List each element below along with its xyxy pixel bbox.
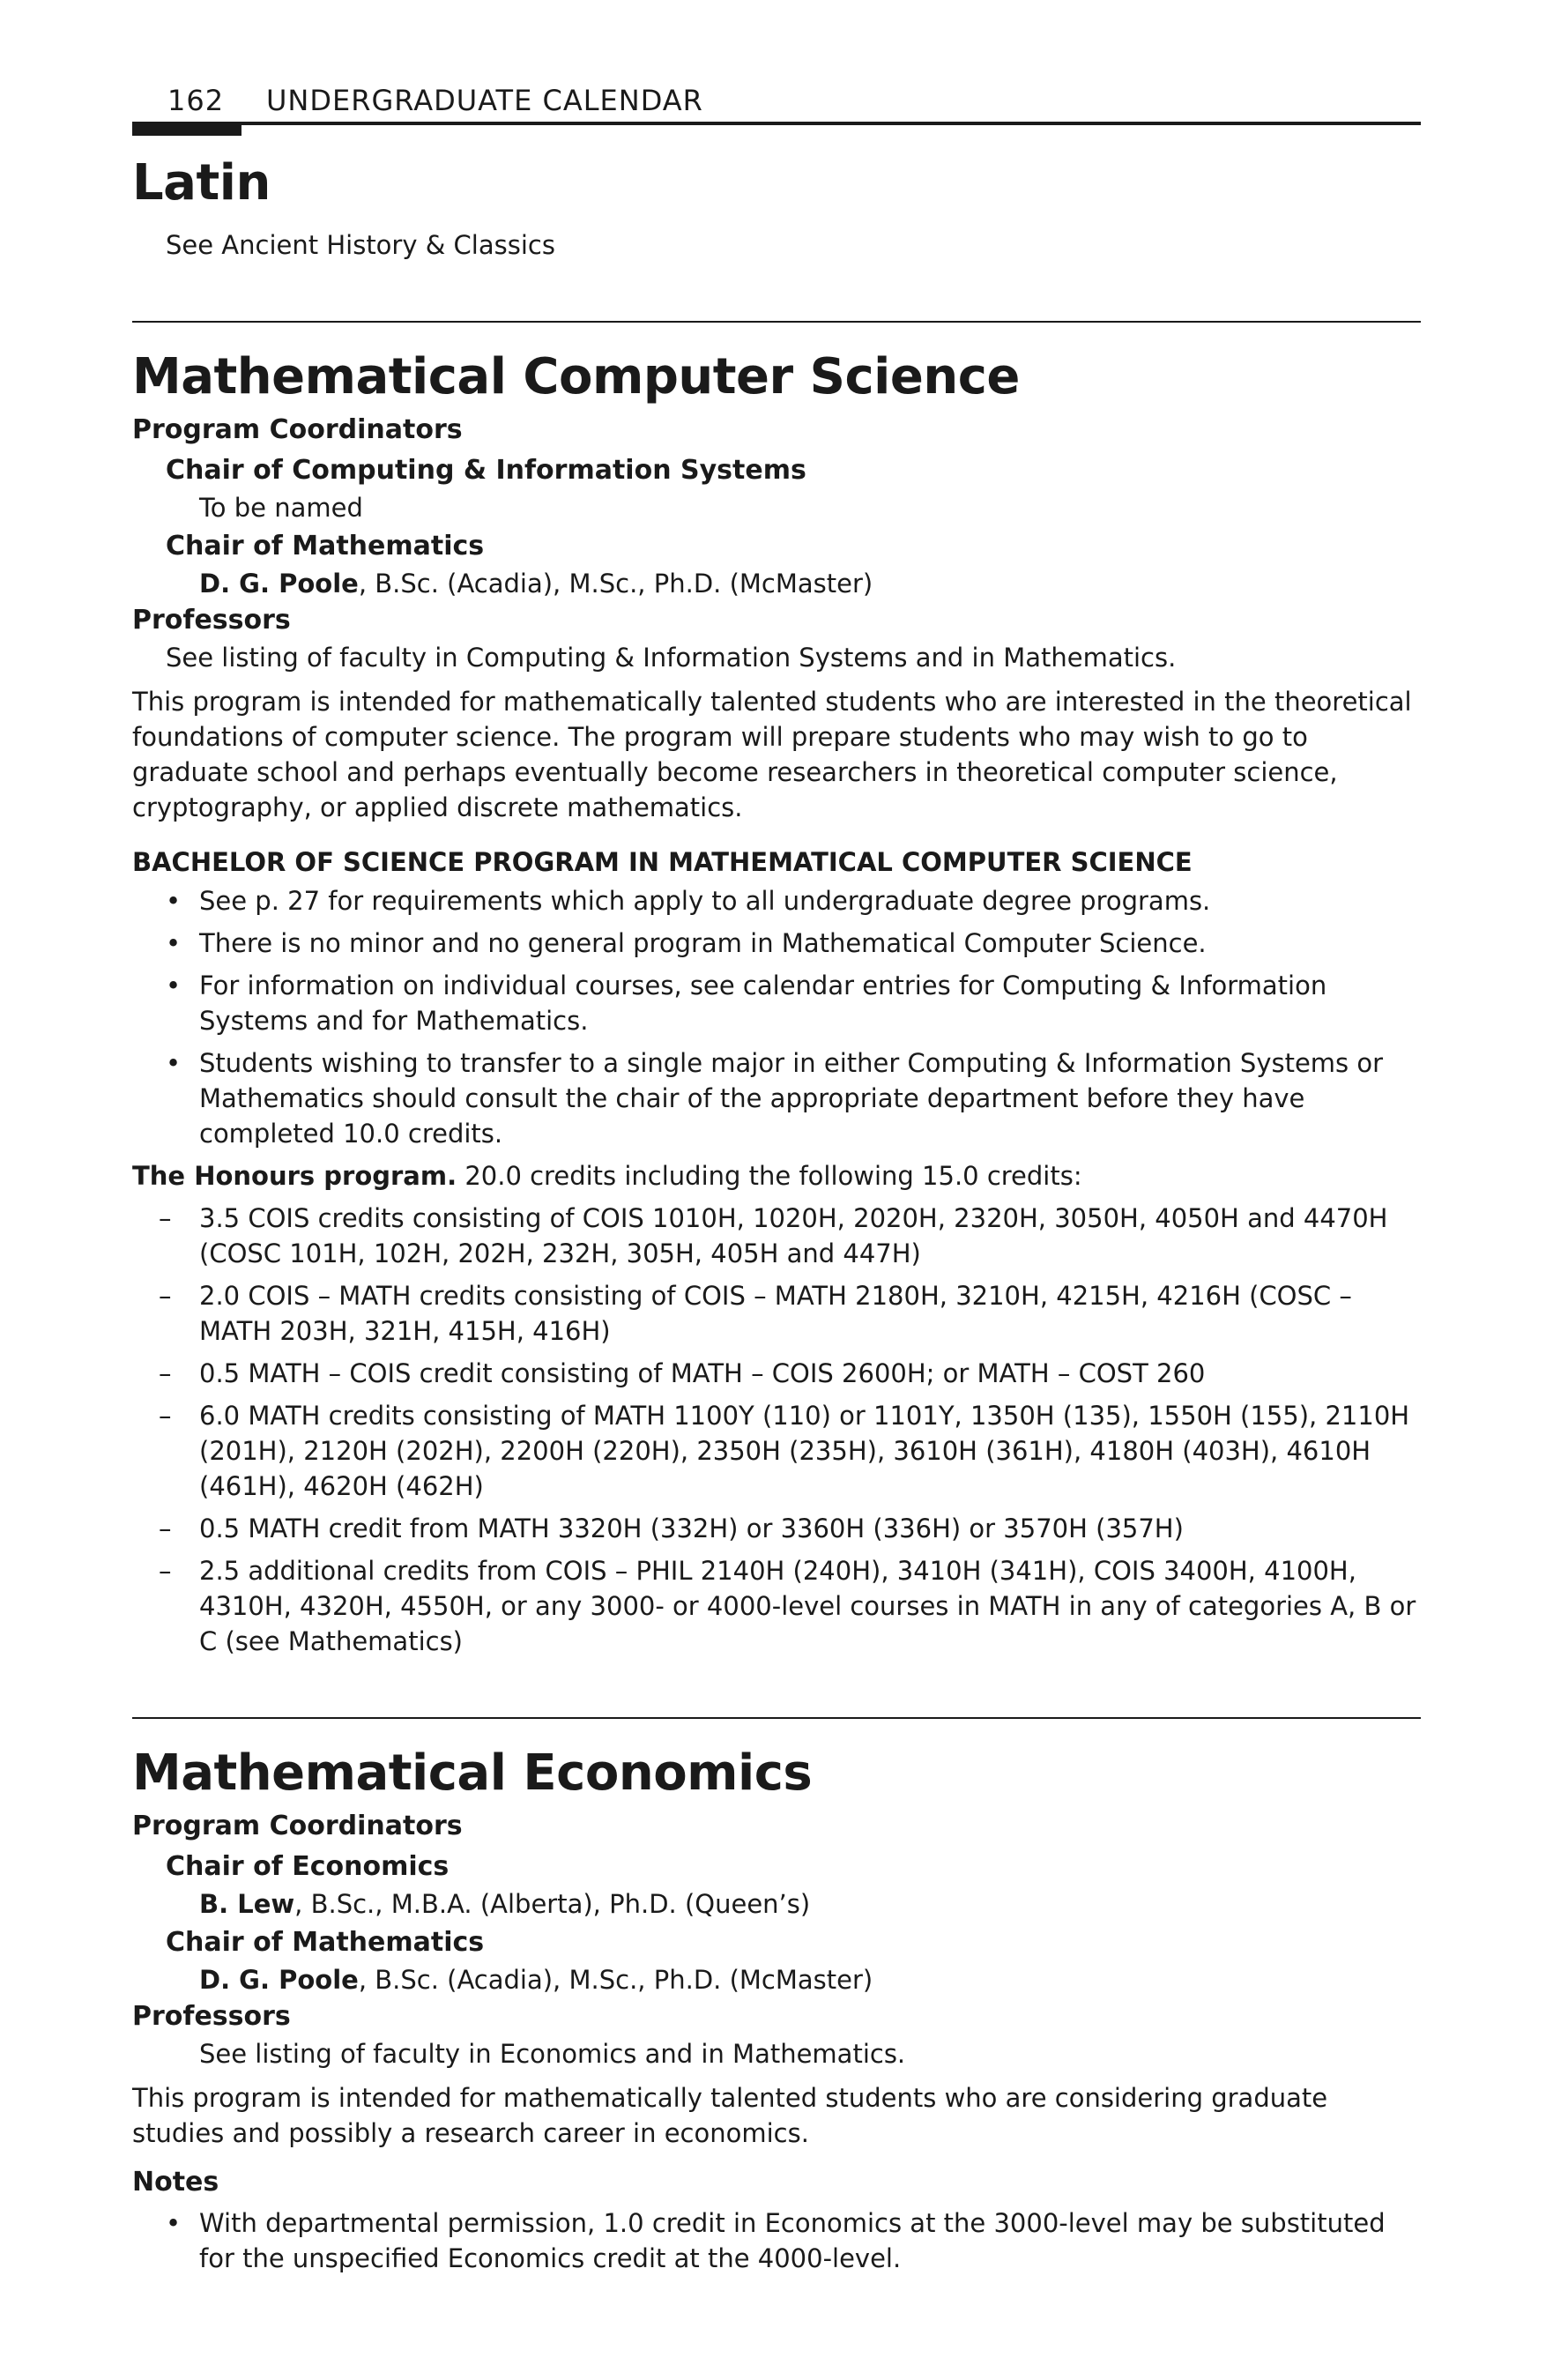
list-item: • With departmental permission, 1.0 credit in Economics at the 3000-level may be substituted for the unspecified Economics credit at the 4000-level. (132, 2205, 1421, 2276)
mcs-chair1-value: To be named (199, 493, 363, 523)
mcs-program-heading: BACHELOR OF SCIENCE PROGRAM IN MATHEMATICAL COMPUTER SCIENCE (132, 847, 1193, 877)
page-number: 162 (167, 84, 225, 117)
me-notes-list (132, 2205, 1421, 2276)
mcs-professors-text: See listing of faculty in Computing & Information Systems and in Mathematics. (166, 643, 1177, 673)
me-chair2-name: D. G. Poole (199, 1965, 359, 1995)
mcs-chair1-label: Chair of Computing & Information Systems (166, 455, 806, 486)
mcs-chair2-name: D. G. Poole (199, 569, 359, 599)
section-divider (132, 1717, 1421, 1719)
header-tab-bar (132, 125, 241, 136)
mcs-chair2-entry (132, 566, 1421, 601)
section-divider (132, 321, 1421, 323)
me-chair2-entry (132, 1962, 1421, 1997)
me-chair2-label: Chair of Mathematics (166, 1927, 485, 1958)
section-latin (132, 150, 1421, 263)
me-chair1-credentials: , B.Sc., M.B.A. (Alberta), Ph.D. (Queen’s) (294, 1889, 811, 1919)
page-content (132, 150, 1421, 2283)
mcs-honours-label: The Honours program. (132, 1161, 457, 1191)
list-item: – 3.5 COIS credits consisting of COIS 1010H, 1020H, 2020H, 2320H, 3050H, 4050H and 4470H (COSC 101H, 102H, 202H, 232H, 305H, 405H and 447H) (132, 1201, 1421, 1271)
me-chair1-name: B. Lew (199, 1889, 295, 1919)
section-mathematical-computer-science (132, 344, 1421, 1659)
list-item: • Students wishing to transfer to a single major in either Computing & Information Systems or Mathematics should consult the chair of the appropriate department before they have completed 10.0 credits. (132, 1045, 1421, 1151)
mcs-honours-text: 20.0 credits including the following 15.0 credits: (457, 1161, 1082, 1191)
section-title-me: Mathematical Economics (132, 1744, 813, 1802)
me-notes-label: Notes (132, 2167, 219, 2198)
me-coordinators-label: Program Coordinators (132, 1811, 463, 1841)
mcs-chair2-credentials: , B.Sc. (Acadia), M.Sc., Ph.D. (McMaster) (358, 569, 873, 599)
mcs-intro-paragraph: This program is intended for mathematically talented students who are interested in the theoretical foundations of computer science. The program will prepare students who may wish to go to graduate school and perhaps eventually become researchers in theoretical computer science, cryptography, or applied discrete mathematics. (132, 687, 1412, 822)
mcs-coordinators-label: Program Coordinators (132, 414, 463, 445)
me-professors-label: Professors (132, 2001, 291, 2032)
header-rule (132, 122, 1421, 125)
mcs-honours-line (132, 1158, 1421, 1194)
section-title-mcs: Mathematical Computer Science (132, 348, 1020, 405)
list-item: • There is no minor and no general program in Mathematical Computer Science. (132, 926, 1421, 961)
me-intro-paragraph: This program is intended for mathematically talented students who are considering graduate studies and possibly a research career in economics. (132, 2083, 1328, 2148)
latin-see-reference: See Ancient History & Classics (166, 230, 555, 260)
list-item: – 0.5 MATH credit from MATH 3320H (332H) or 3360H (336H) or 3570H (357H) (132, 1511, 1421, 1546)
list-item: – 0.5 MATH – COIS credit consisting of MATH – COIS 2600H; or MATH – COST 260 (132, 1356, 1421, 1391)
mcs-bullet-list (132, 883, 1421, 1151)
mcs-professors-label: Professors (132, 605, 291, 636)
list-item: – 2.5 additional credits from COIS – PHIL 2140H (240H), 3410H (341H), COIS 3400H, 4100H, 4310H, 4320H, 4550H, or any 3000- or 4000-level courses in MATH in any of categories A, B or C (see Mathematics) (132, 1553, 1421, 1659)
me-professors-text: See listing of faculty in Economics and in Mathematics. (199, 2039, 906, 2069)
list-item: – 6.0 MATH credits consisting of MATH 1100Y (110) or 1101Y, 1350H (135), 1550H (155), 2110H (201H), 2120H (202H), 2200H (220H), 2350H (235H), 3610H (361H), 4180H (403H), 4610H (461H), 4620H (462H) (132, 1398, 1421, 1504)
running-header (167, 83, 703, 118)
list-item: • See p. 27 for requirements which apply to all undergraduate degree programs. (132, 883, 1421, 919)
list-item: • For information on individual courses, see calendar entries for Computing & Information Systems and for Mathematics. (132, 968, 1421, 1038)
section-mathematical-economics (132, 1740, 1421, 2276)
running-title: UNDERGRADUATE CALENDAR (266, 84, 703, 117)
me-chair1-entry (132, 1886, 1421, 1922)
mcs-requirements-list (132, 1201, 1421, 1659)
me-chair1-label: Chair of Economics (166, 1851, 450, 1882)
me-chair2-credentials: , B.Sc. (Acadia), M.Sc., Ph.D. (McMaster) (358, 1965, 873, 1995)
list-item: – 2.0 COIS – MATH credits consisting of COIS – MATH 2180H, 3210H, 4215H, 4216H (COSC – MATH 203H, 321H, 415H, 416H) (132, 1278, 1421, 1349)
section-title-latin: Latin (132, 154, 271, 212)
mcs-chair2-label: Chair of Mathematics (166, 531, 485, 562)
